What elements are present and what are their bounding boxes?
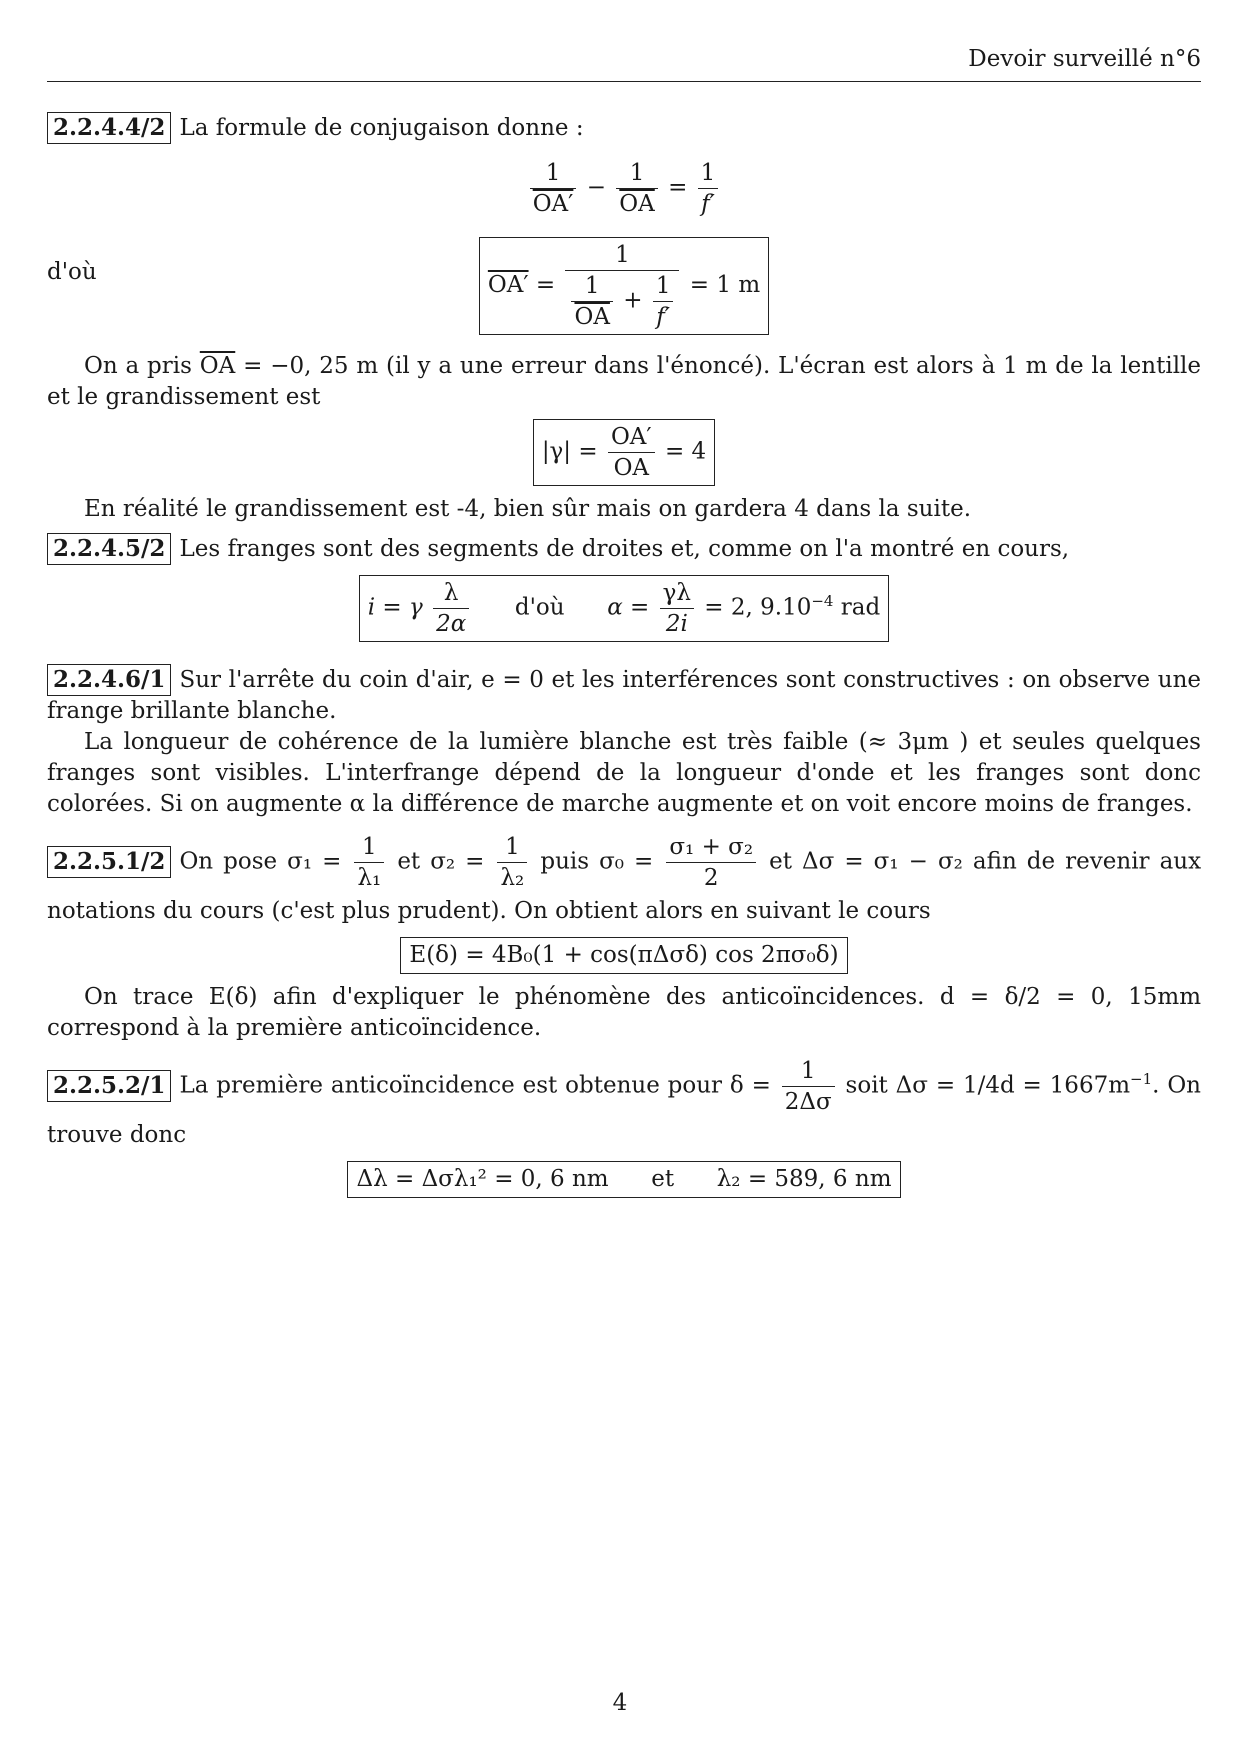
lhs: |γ| = [541, 438, 598, 465]
question-label: 2.2.4.4/2 [47, 112, 171, 144]
q1-intro: La formule de conjugaison donne : [179, 115, 584, 141]
boxed-result [533, 419, 715, 486]
denominator: 2 [703, 865, 719, 891]
boxed-result [359, 575, 889, 642]
text-run: La première anticoïncidence est obtenue pour δ = [179, 1072, 771, 1099]
numerator: 1 [653, 271, 674, 302]
lhs: i = γ [367, 594, 423, 621]
fraction [666, 832, 756, 893]
fraction [433, 578, 469, 639]
conjugation-formula [47, 158, 1201, 219]
delta-lambda: Δλ = Δσλ₁² = 0, 6 nm [356, 1166, 609, 1192]
numerator: 1 [565, 240, 679, 271]
denominator: OA [574, 304, 610, 330]
text-run: soit Δσ = 1/4d = 1667m [845, 1072, 1131, 1099]
lhs: α = [607, 594, 650, 621]
denominator: f′ [701, 191, 715, 217]
numerator: σ₁ + σ₂ [666, 832, 756, 863]
compound-fraction [565, 240, 679, 332]
text-run: . On trouve donc [47, 1072, 1201, 1148]
connector: et [651, 1166, 675, 1192]
q3-paragraph-2: La longueur de cohérence de la lumière blanche est très faible (≈ 3μm ) et seules quelques franges sont visibles. L'interfrange dépend de la longueur d'onde et les franges sont donc colorées. Si on augmente α la différence de marche augmente et on voit encore moins de franges. [47, 729, 1201, 817]
text-run: Sur l'arrête du coin d'air, e = 0 et les interférences sont constructives : on observe une frange brillante blanche. [47, 667, 1201, 724]
fraction [616, 158, 657, 219]
numerator: 1 [571, 271, 612, 302]
fraction [782, 1056, 835, 1117]
boxed-result [347, 1161, 900, 1198]
denominator [565, 271, 679, 332]
operator: + [623, 287, 643, 314]
numerator: OA′ [608, 422, 655, 453]
question-label: 2.2.4.6/1 [47, 664, 171, 696]
question-label: 2.2.5.1/2 [47, 846, 171, 878]
boxed-result [479, 237, 769, 335]
boxed-result: E(δ) = 4B₀(1 + cos(πΔσδ) cos 2πσ₀δ) [400, 937, 847, 974]
result: = 4 [664, 438, 707, 465]
image-distance-formula-wrap [47, 237, 1201, 335]
overlined-oa: $\overline{OA}$ [199, 353, 236, 379]
fraction [698, 158, 719, 219]
magnification-formula [47, 419, 1201, 486]
q3-paragraph [47, 664, 1201, 727]
text-run: et σ₂ = [397, 848, 485, 875]
fraction [653, 271, 674, 332]
intensity-formula [47, 937, 1201, 974]
denominator: 2Δσ [784, 1089, 832, 1115]
denominator: OA [613, 455, 650, 481]
numerator: 1 [530, 158, 577, 189]
q5-paragraph [47, 1056, 1201, 1153]
q4-paragraph [47, 832, 1201, 929]
operator: − [586, 174, 606, 201]
denominator: f′ [656, 304, 671, 330]
question-label: 2.2.5.2/1 [47, 1070, 171, 1102]
lambda-2: λ₂ = 589, 6 nm [716, 1166, 892, 1192]
connector: d'où [514, 594, 565, 621]
image-distance-row [47, 237, 1201, 341]
denominator: 2α [436, 611, 467, 637]
denominator: OA′ [532, 191, 574, 217]
text-run: On a pris [84, 353, 192, 379]
q1-intro-line [47, 112, 1201, 144]
fraction [571, 271, 612, 332]
fraction [608, 422, 655, 483]
numerator: 1 [698, 158, 719, 189]
denominator: OA [619, 191, 655, 217]
result: = 1 m [689, 272, 761, 298]
fraction [530, 158, 577, 219]
wavelength-result [47, 1161, 1201, 1198]
page-number: 4 [612, 1690, 628, 1716]
text-run: puis σ₀ = [540, 848, 654, 875]
numerator: γλ [660, 578, 694, 609]
denominator: λ₂ [500, 865, 525, 891]
q2-intro-line [47, 533, 1201, 565]
q4-paragraph-2: On trace E(δ) afin d'expliquer le phénomène des anticoïncidences. d = δ/2 = 0, 15mm correspond à la première anticoïncidence. [47, 984, 1201, 1041]
text-run: = −0, 25 m (il y a une erreur dans l'énoncé). L'écran est alors à 1 m de la lentille et le grandissement est [47, 353, 1202, 410]
q1-paragraph [47, 351, 1201, 413]
denominator: 2i [665, 611, 688, 637]
result: = 2, 9.10 [704, 594, 812, 621]
denominator: λ₁ [357, 865, 382, 891]
numerator: 1 [354, 832, 384, 863]
dou-label: d'où [47, 259, 97, 285]
exponent: −1 [1130, 1069, 1153, 1088]
lhs: OA′ [487, 272, 529, 298]
numerator: 1 [782, 1056, 835, 1087]
text-run: et Δσ = σ₁ − σ₂ afin de revenir aux notations du cours (c'est plus prudent). On obtient alors en suivant le cours [47, 848, 1202, 924]
fraction [497, 832, 527, 893]
operator: = [535, 272, 556, 298]
operator: = [668, 174, 688, 201]
unit: rad [840, 594, 881, 621]
text-run: On pose σ₁ = [179, 848, 342, 875]
question-label: 2.2.4.5/2 [47, 533, 171, 565]
numerator: 1 [497, 832, 527, 863]
q2-intro: Les franges sont des segments de droites et, comme on l'a montré en cours, [179, 536, 1070, 562]
fraction [354, 832, 384, 893]
numerator: λ [433, 578, 469, 609]
page-header: Devoir surveillé n°6 [47, 44, 1201, 82]
page-content [47, 112, 1201, 1206]
numerator: 1 [616, 158, 657, 189]
fraction [660, 578, 694, 639]
exponent: −4 [811, 591, 834, 610]
fringe-formula [47, 575, 1201, 642]
q1-note: En réalité le grandissement est -4, bien sûr mais on gardera 4 dans la suite. [84, 496, 972, 522]
